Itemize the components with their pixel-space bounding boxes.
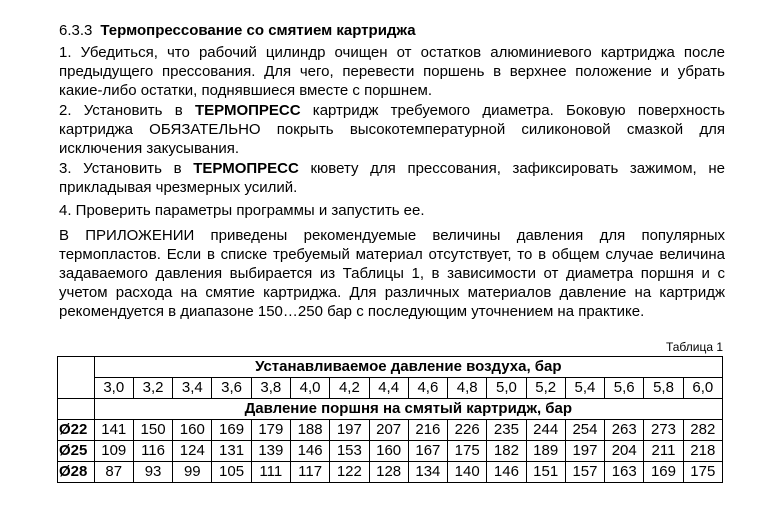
piston-pressure-value: 216 bbox=[408, 420, 447, 441]
piston-pressure-value: 263 bbox=[605, 420, 644, 441]
step-3 bbox=[59, 159, 725, 197]
step-2-text-start: 2. Установить в bbox=[59, 102, 195, 119]
piston-pressure-value: 134 bbox=[408, 462, 447, 483]
air-pressure-header: Устанавливаемое давление воздуха, бар bbox=[94, 357, 722, 378]
step-3-text-start: 3. Установить в bbox=[59, 160, 194, 177]
piston-pressure-value: 117 bbox=[290, 462, 329, 483]
piston-pressure-value: 244 bbox=[526, 420, 565, 441]
piston-pressure-value: 197 bbox=[565, 441, 604, 462]
air-pressure-value: 3,6 bbox=[212, 378, 251, 399]
piston-pressure-value: 169 bbox=[644, 462, 683, 483]
air-pressure-value: 3,2 bbox=[133, 378, 172, 399]
document-page bbox=[59, 22, 725, 480]
piston-pressure-value: 141 bbox=[94, 420, 133, 441]
air-pressure-value: 4,4 bbox=[369, 378, 408, 399]
pressure-table bbox=[57, 356, 723, 483]
air-pressure-value: 5,8 bbox=[644, 378, 683, 399]
air-pressure-value: 3,0 bbox=[94, 378, 133, 399]
section-heading bbox=[59, 22, 725, 40]
piston-pressure-value: 226 bbox=[448, 420, 487, 441]
piston-pressure-value: 139 bbox=[251, 441, 290, 462]
piston-pressure-value: 235 bbox=[487, 420, 526, 441]
piston-pressure-value: 204 bbox=[605, 441, 644, 462]
piston-pressure-value: 179 bbox=[251, 420, 290, 441]
piston-diameter: Ø28 bbox=[58, 462, 95, 483]
piston-pressure-value: 167 bbox=[408, 441, 447, 462]
piston-pressure-value: 273 bbox=[644, 420, 683, 441]
piston-pressure-value: 160 bbox=[369, 441, 408, 462]
piston-pressure-value: 188 bbox=[290, 420, 329, 441]
step-1: 1. Убедиться, что рабочий цилиндр очищен от остатков алюминиевого картриджа после предыдущего прессования. Для чего, перевести поршень в верхнее положение и убрать какие-либо остатки, поднявшиеся вместе с поршнем. bbox=[59, 44, 725, 99]
air-values-row bbox=[58, 378, 723, 399]
piston-pressure-value: 124 bbox=[173, 441, 212, 462]
piston-pressure-value: 189 bbox=[526, 441, 565, 462]
air-pressure-value: 4,6 bbox=[408, 378, 447, 399]
piston-pressure-value: 87 bbox=[94, 462, 133, 483]
piston-pressure-value: 160 bbox=[173, 420, 212, 441]
piston-pressure-value: 182 bbox=[487, 441, 526, 462]
section-number: 6.3.3 bbox=[59, 22, 93, 39]
corner-cell bbox=[58, 357, 95, 378]
section-title: Термопрессование со смятием картриджа bbox=[100, 22, 416, 39]
air-pressure-value: 5,2 bbox=[526, 378, 565, 399]
piston-diameter: Ø22 bbox=[58, 420, 95, 441]
air-pressure-value: 4,8 bbox=[448, 378, 487, 399]
piston-pressure-value: 93 bbox=[133, 462, 172, 483]
piston-pressure-value: 197 bbox=[330, 420, 369, 441]
step-4: 4. Проверить параметры программы и запустить ее. bbox=[59, 202, 425, 219]
step-2 bbox=[59, 101, 725, 158]
piston-header-row bbox=[58, 399, 723, 420]
piston-pressure-value: 146 bbox=[487, 462, 526, 483]
air-pressure-value: 4,0 bbox=[290, 378, 329, 399]
piston-pressure-value: 254 bbox=[565, 420, 604, 441]
piston-pressure-value: 163 bbox=[605, 462, 644, 483]
piston-pressure-value: 131 bbox=[212, 441, 251, 462]
step-2-device-name: ТЕРМОПРЕСС bbox=[194, 102, 301, 119]
air-pressure-value: 5,0 bbox=[487, 378, 526, 399]
piston-pressure-value: 116 bbox=[133, 441, 172, 462]
air-pressure-value: 4,2 bbox=[330, 378, 369, 399]
piston-pressure-value: 211 bbox=[644, 441, 683, 462]
piston-pressure-value: 122 bbox=[330, 462, 369, 483]
air-header-row bbox=[58, 357, 723, 378]
air-pressure-value: 6,0 bbox=[683, 378, 722, 399]
table-row bbox=[58, 462, 723, 483]
piston-pressure-value: 105 bbox=[212, 462, 251, 483]
air-pressure-value: 5,4 bbox=[565, 378, 604, 399]
piston-pressure-value: 109 bbox=[94, 441, 133, 462]
piston-pressure-value: 150 bbox=[133, 420, 172, 441]
piston-pressure-value: 99 bbox=[173, 462, 212, 483]
table-row bbox=[58, 441, 723, 462]
corner-cell-lower bbox=[58, 378, 95, 399]
step-2-text-end: картридж требуемого диаметра. Боковую поверхность картриджа ОБЯЗАТЕЛЬНО покрыть высокотемпературной силиконовой смазкой для исключения закусывания. bbox=[59, 102, 725, 157]
piston-pressure-value: 153 bbox=[330, 441, 369, 462]
table-row bbox=[58, 420, 723, 441]
piston-pressure-value: 282 bbox=[683, 420, 722, 441]
step-3-text-end: кювету для прессования, зафиксировать зажимом, не прикладывая чрезмерных усилий. bbox=[59, 160, 725, 196]
diameter-column-spacer bbox=[58, 399, 95, 420]
piston-pressure-value: 140 bbox=[448, 462, 487, 483]
piston-pressure-value: 157 bbox=[565, 462, 604, 483]
piston-pressure-value: 111 bbox=[251, 462, 290, 483]
piston-pressure-value: 146 bbox=[290, 441, 329, 462]
piston-pressure-value: 169 bbox=[212, 420, 251, 441]
table-caption: Таблица 1 bbox=[665, 340, 723, 354]
piston-pressure-value: 175 bbox=[683, 462, 722, 483]
piston-pressure-value: 128 bbox=[369, 462, 408, 483]
appendix-note: В ПРИЛОЖЕНИИ приведены рекомендуемые величины давления для популярных термопластов. Если в списке требуемый материал отсутствует, то в общем случае величина задаваемого давления выбирается из Таблицы 1, в зависимости от диаметра поршня и с учетом расхода на смятие картриджа. Для различных материалов давление на картридж рекомендуется в диапазоне 150…250 бар с последующим уточнением на практике. bbox=[59, 227, 725, 320]
piston-pressure-value: 175 bbox=[448, 441, 487, 462]
air-pressure-value: 3,8 bbox=[251, 378, 290, 399]
piston-diameter: Ø25 bbox=[58, 441, 95, 462]
piston-pressure-value: 151 bbox=[526, 462, 565, 483]
piston-pressure-value: 207 bbox=[369, 420, 408, 441]
air-pressure-value: 3,4 bbox=[173, 378, 212, 399]
step-3-device-name: ТЕРМОПРЕСС bbox=[193, 160, 299, 177]
piston-pressure-value: 218 bbox=[683, 441, 722, 462]
piston-pressure-header: Давление поршня на смятый картридж, бар bbox=[94, 399, 722, 420]
air-pressure-value: 5,6 bbox=[605, 378, 644, 399]
